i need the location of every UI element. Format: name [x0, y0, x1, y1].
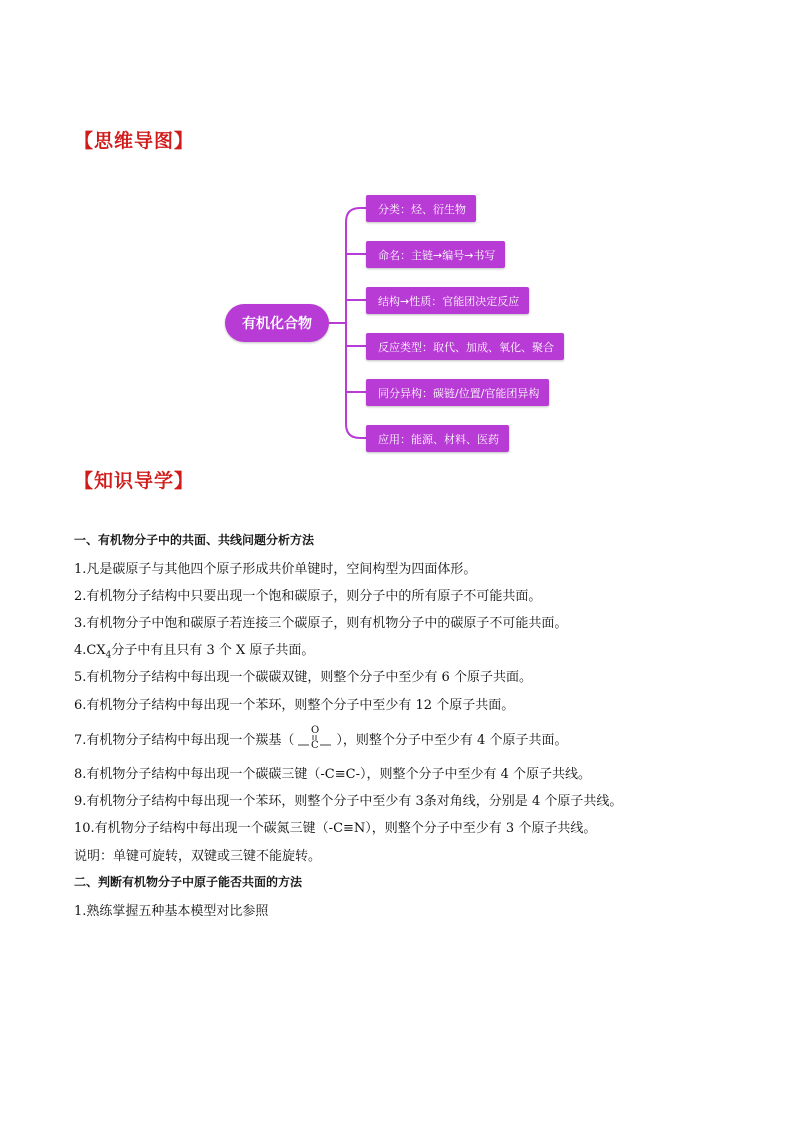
mindmap-node-classification: 分类：烃、衍生物: [366, 195, 476, 222]
item-9: 9.有机物分子结构中每出现一个苯环，则整个分子中至少有 3条对角线，分别是 4 个原子共线。: [74, 794, 623, 809]
section-2-title: 二、判断有机物分子中原子能否共面的方法: [74, 875, 303, 889]
item-5: 5.有机物分子结构中每出现一个碳碳双键，则整个分子中至少有 6 个原子共面。: [74, 670, 532, 685]
knowledge-guide-heading: 【知识导学】: [74, 470, 195, 492]
item-8: 8.有机物分子结构中每出现一个碳碳三键（-C≡C-），则整个分子中至少有 4 个原子共线。: [74, 767, 592, 782]
item-1: 1.凡是碳原子与其他四个原子形成共价单键时，空间构型为四面体形。: [74, 562, 477, 577]
mindmap-node-applications: 应用：能源、材料、医药: [366, 425, 509, 452]
item-4-text-b: 分子中有且只有 3 个 X 原子共面。: [111, 643, 315, 658]
mindmap-node-naming: 命名：主链→编号→书写: [366, 241, 505, 268]
item-7: [74, 725, 568, 750]
item-3: 3.有机物分子中饱和碳原子若连接三个碳原子，则有机物分子中的碳原子不可能共面。: [74, 616, 568, 631]
carbonyl-structure: [294, 725, 336, 750]
item-4-subscript: 4: [105, 650, 112, 661]
carbonyl-oxygen: O: [311, 725, 320, 736]
mindmap-node-isomerism: 同分异构：碳链/位置/官能团异构: [366, 379, 549, 406]
item-4: [74, 639, 314, 661]
mindmap-heading: 【思维导图】: [74, 130, 195, 152]
item-7-text-a: 7.有机物分子结构中每出现一个羰基（: [74, 733, 295, 748]
note: 说明：单键可旋转，双键或三键不能旋转。: [74, 849, 322, 864]
item-4-text-a: 4.CX: [74, 643, 106, 658]
mindmap-center-node: 有机化合物: [225, 304, 329, 342]
carbonyl-carbon: C: [311, 740, 320, 748]
item-2-1: 1.熟练掌握五种基本模型对比参照: [74, 904, 269, 919]
item-2: 2.有机物分子结构中只要出现一个饱和碳原子，则分子中的所有原子不可能共面。: [74, 589, 542, 604]
section-1-title: 一、有机物分子中的共面、共线问题分析方法: [74, 533, 315, 547]
mindmap-node-structure: 结构→性质：官能团决定反应: [366, 287, 529, 314]
item-6: 6.有机物分子结构中每出现一个苯环，则整个分子中至少有 12 个原子共面。: [74, 698, 515, 713]
item-7-text-b: ），则整个分子中至少有 4 个原子共面。: [336, 733, 568, 748]
mindmap-connectors: [0, 0, 794, 480]
item-10: 10.有机物分子结构中每出现一个碳氮三键（-C≡N），则整个分子中至少有 3 个原子共线。: [74, 821, 597, 836]
mindmap-node-reaction-types: 反应类型：取代、加成、氧化、聚合: [366, 333, 564, 360]
